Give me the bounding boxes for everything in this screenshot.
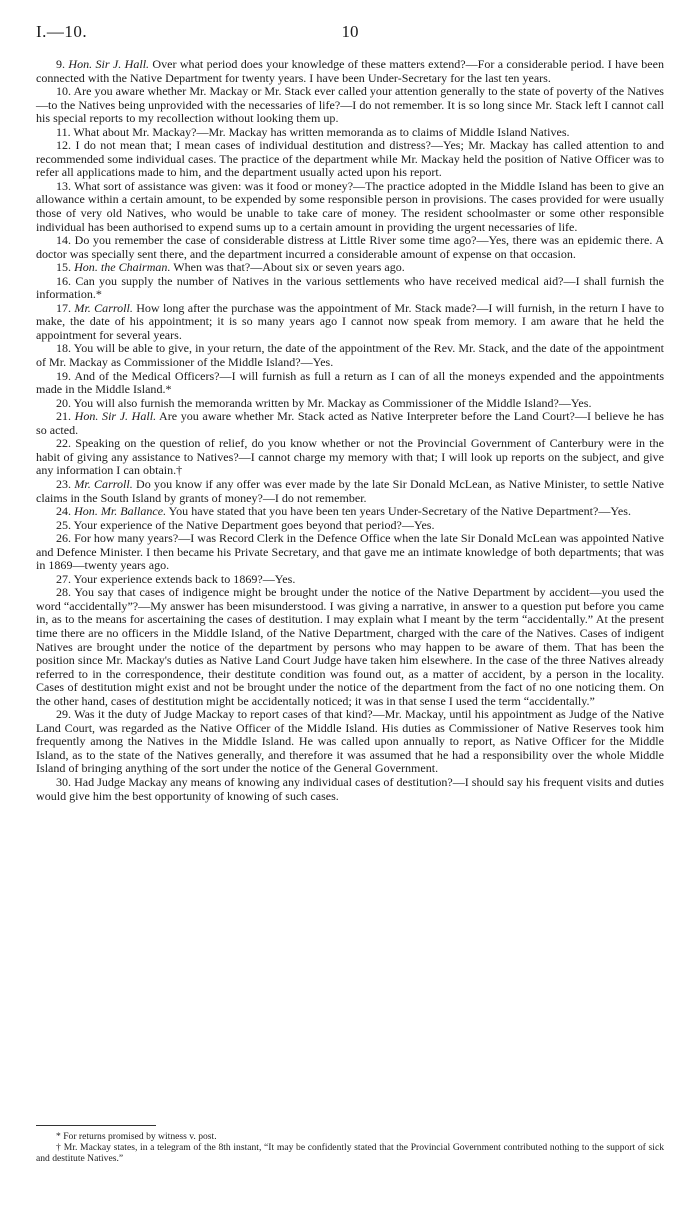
question-number: 11. — [56, 124, 74, 139]
question-number: 26. — [56, 531, 75, 546]
question-number: 28. — [56, 585, 75, 600]
testimony-paragraph — [36, 397, 664, 411]
speaker-name: Mr. Carroll. — [74, 476, 133, 491]
testimony-paragraph — [36, 58, 664, 85]
testimony-text: You say that cases of indigence might be brought under the notice of the Native Department by accident—you used the word “accidentally”?—My answer has been misunderstood. I was giving a narrative, in answer to a question put before you came in, as to the means for ascertaining the cases of destitution. I may explain what I meant by the term “accidentally.” At the present time there are no officers in the Middle Island, of the Native Department, charged with the care of the Natives. Cases of indigent Natives are brought under the notice of the department by persons who may happen to be aware of them. That has been the position since Mr. Mackay's duties as Native Land Court Judge have taken him elsewhere. In the case of the three Natives already referred to in the correspondence, their destitute condition was found out, as a matter of accident, by a person in the locality. Cases of destitution might exist and not be brought under the notice of the department from the fact of no one noticing them. On the other hand, cases of destitution might be accidentally noticed; it was in that sense I used the term “accidentally.” — [36, 585, 665, 708]
testimony-paragraph — [36, 437, 664, 478]
footnote-rule — [36, 1125, 156, 1126]
question-number: 19. — [56, 368, 75, 383]
speaker-name: Hon. Mr. Ballance. — [74, 504, 167, 519]
testimony-paragraph — [36, 275, 664, 302]
testimony-paragraph — [36, 776, 664, 803]
question-number: 22. — [56, 436, 76, 451]
testimony-text: I do not mean that; I mean cases of individual destitution and distress?—Yes; Mr. Mackay has called attention to and recommended some individual cases. The practice of the department while Mr. Mackay held the position of Native Officer was to refer all applications made to him, and the department usually acted upon his report. — [36, 138, 664, 180]
question-number: 25. — [56, 517, 74, 532]
question-number: 10. — [56, 84, 74, 99]
speaker-name: Hon. the Chairman. — [74, 260, 171, 275]
question-number: 20. — [56, 395, 74, 410]
testimony-paragraph — [36, 85, 664, 126]
testimony-text: You will also furnish the memoranda written by Mr. Mackay as Commissioner of the Middle Island?—Yes. — [73, 395, 592, 410]
speaker-name: Hon. Sir J. Hall. — [74, 409, 157, 424]
page-header — [36, 22, 664, 46]
testimony-paragraph — [36, 505, 664, 519]
question-number: 29. — [56, 707, 75, 722]
testimony-text: Speaking on the question of relief, do you know whether or not the Provincial Government of Canterbury were in the habit of giving any assistance to Natives?—I cannot charge my memory with that; I will look up reports on the subject, and give any information I can obtain.† — [36, 436, 664, 478]
question-number: 13. — [56, 178, 75, 193]
testimony-text: What about Mr. Mackay?—Mr. Mackay has written memoranda as to claims of Middle Island Natives. — [73, 124, 570, 139]
question-number: 9. — [56, 57, 69, 71]
testimony-paragraph — [36, 708, 664, 776]
testimony-paragraph — [36, 532, 664, 573]
question-number: 30. — [56, 774, 75, 789]
testimony-text: Do you remember the case of considerable distress at Little River some time ago?—Yes, there was an epidemic there. A doctor was specially sent there, and the department incurred a considerable amount of expense on that occasion. — [36, 233, 664, 261]
testimony-paragraph — [36, 478, 664, 505]
testimony-text: You have stated that you have been ten years Under-Secretary of the Native Department?—Yes. — [166, 504, 631, 519]
testimony-text: For how many years?—I was Record Clerk in the Defence Office when the late Sir Donald McLean was appointed Native and Defence Minister. I then became his Private Secretary, and that gave me an intimate knowledge of both departments; that was in 1869—twenty years ago. — [36, 531, 664, 573]
testimony-text: Can you supply the number of Natives in the various settlements who have received medical aid?—I shall furnish the information.* — [36, 273, 664, 302]
testimony-text: And of the Medical Officers?—I will furnish as full a return as I can of all the moneys expended and the appointments made in the Middle Island.* — [36, 368, 665, 397]
testimony-text: Had Judge Mackay any means of knowing any individual cases of destitution?—I should say his frequent visits and duties would give him the best opportunity of knowing of such cases. — [36, 774, 664, 803]
testimony-paragraph — [36, 586, 664, 708]
testimony-paragraph — [36, 573, 664, 587]
question-number: 23. — [56, 476, 75, 491]
testimony-text: Are you aware whether Mr. Mackay or Mr. Stack ever called your attention generally to the state of poverty of the Natives—to the Natives being unprovided with the necessaries of life?—I do not remember. It is so long since Mr. Stack left I cannot call his special reports to my recollection without looking them up. — [36, 84, 664, 126]
testimony-paragraph — [36, 261, 664, 275]
testimony-paragraph — [36, 410, 664, 437]
question-number: 12. — [56, 138, 76, 153]
question-number: 17. — [56, 300, 75, 315]
testimony-paragraph — [36, 234, 664, 261]
testimony-paragraph — [36, 370, 664, 397]
document-reference: I.—10. — [36, 22, 88, 41]
testimony-text: Over what period does your knowledge of these matters extend?—For a considerable period. I have been connected with the Native Department for twenty years. I have been Under-Secretary for the last ten years. — [36, 57, 664, 85]
testimony-paragraph — [36, 180, 664, 234]
testimony-paragraph — [36, 519, 664, 533]
speaker-name: Hon. Sir J. Hall. — [68, 57, 150, 71]
testimony-text: Your experience of the Native Department goes beyond that period?—Yes. — [73, 517, 435, 532]
testimony-text: Your experience extends back to 1869?—Yes. — [73, 571, 296, 586]
question-number: 21. — [56, 409, 75, 424]
testimony-text: When was that?—About six or seven years ago. — [170, 260, 405, 275]
question-number: 24. — [56, 504, 75, 519]
question-number: 14. — [56, 233, 75, 248]
testimony-text: You will be able to give, in your return, the date of the appointment of the Rev. Mr. Stack, and the date of the appointment of Mr. Mackay as Commissioner of the Middle Island?—Yes. — [36, 341, 664, 370]
footnotes — [36, 1131, 664, 1164]
testimony-paragraph — [36, 126, 664, 140]
speaker-name: Mr. Carroll. — [74, 300, 133, 315]
testimony-text: Was it the duty of Judge Mackay to report cases of that kind?—Mr. Mackay, until his appointment as Judge of the Native Land Court, was regarded as the Native Officer of the Middle Island. His duties as Commissioner of Native Reserves took him frequently among the Natives in the Middle Island. He was called upon annually to report, as Native Officer for the Middle Island, as to the state of the Natives generally, and therefore it was assumed that he had a responsibility over the whole Middle Island of bringing anything of the sort under the notice of the General Government. — [36, 707, 664, 776]
page-number: 10 — [341, 22, 359, 41]
question-number: 16. — [56, 273, 76, 288]
testimony-paragraph — [36, 139, 664, 180]
question-number: 18. — [56, 341, 74, 356]
testimony-text: How long after the purchase was the appointment of Mr. Stack made?—I will furnish, in the return I have to make, the date of his appointment; it is so many years ago I cannot now speak from memory. I am aware that he held the appointment for several years. — [36, 300, 664, 342]
footnote: † Mr. Mackay states, in a telegram of the 8th instant, “It may be confidently stated that the Provincial Government contributed nothing to the support of sick and destitute Natives.” — [36, 1142, 664, 1164]
testimony-text: Are you aware whether Mr. Stack acted as Native Interpreter before the Land Court?—I believe he has so acted. — [36, 409, 664, 437]
question-number: 15. — [56, 260, 75, 275]
document-body — [36, 58, 664, 803]
testimony-text: What sort of assistance was given: was it food or money?—The practice adopted in the Middle Island has been to give an allowance within a certain amount, to be expended by some responsible person in provisions. The cases provided for were usually those of very old Natives, who would be unable to take care of money. The resident schoolmaster or some other responsible individual has been authorised to expend sums up to a certain amount in providing the urgent necessaries of life. — [36, 178, 664, 234]
testimony-paragraph — [36, 302, 664, 343]
footnote: * For returns promised by witness v. post. — [56, 1131, 217, 1142]
question-number: 27. — [56, 571, 74, 586]
testimony-paragraph — [36, 342, 664, 369]
testimony-text: Do you know if any offer was ever made by the late Sir Donald McLean, as Native Minister, to settle Native claims in the South Island by grants of money?—I do not remember. — [36, 476, 664, 505]
